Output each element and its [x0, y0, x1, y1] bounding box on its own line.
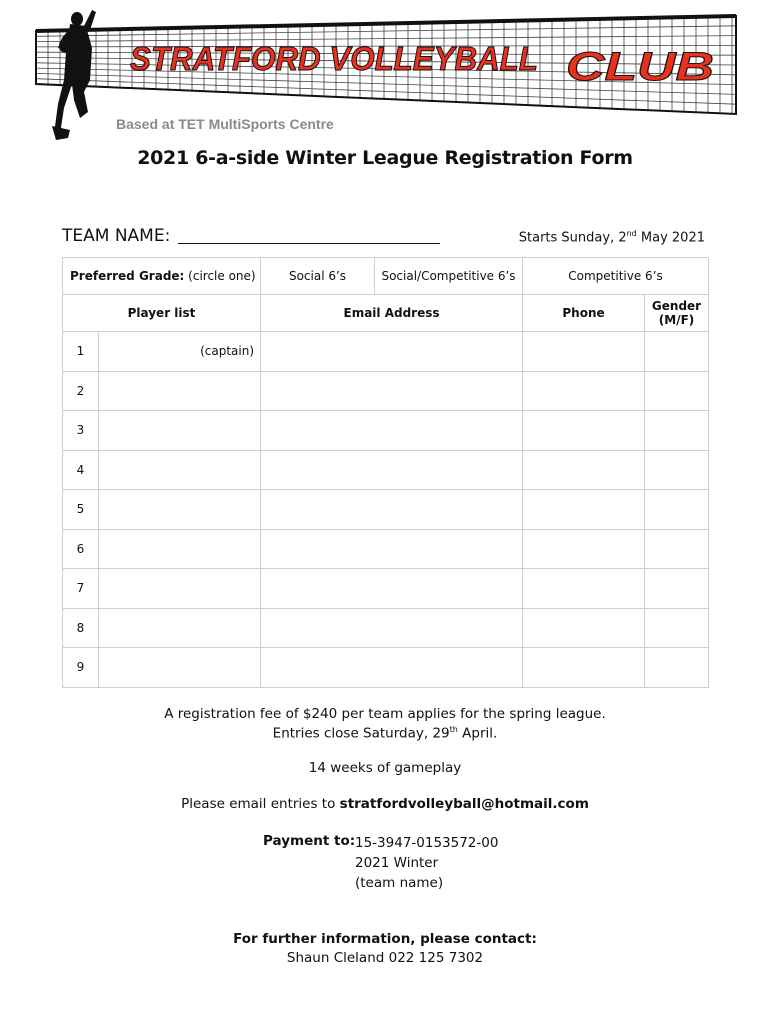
player-number: 5 [63, 490, 99, 530]
gender-cell[interactable] [645, 332, 709, 372]
entries-close-text: Entries close Saturday, 29th April. [272, 725, 498, 742]
email-cell[interactable] [261, 450, 523, 490]
form-title: 2021 6-a-side Winter League Registration Form [137, 147, 633, 169]
table-header-row [63, 295, 709, 332]
contact-label: For further information, please contact: [233, 931, 537, 947]
phone-cell[interactable] [523, 490, 645, 530]
payment-label: Payment to: [263, 833, 356, 849]
phone-cell[interactable] [523, 648, 645, 688]
player-name-cell[interactable] [99, 371, 261, 411]
contact-person: Shaun Cleland 022 125 7302 [286, 950, 484, 966]
preferred-grade-label: Preferred Grade: (circle one) [63, 258, 261, 295]
email-cell[interactable] [261, 490, 523, 530]
table-row [63, 529, 709, 569]
phone-cell[interactable] [523, 569, 645, 609]
team-name-label: TEAM NAME: [62, 226, 171, 246]
grade-option-social-competitive[interactable]: Social/Competitive 6’s [375, 258, 523, 295]
gender-cell[interactable] [645, 648, 709, 688]
table-row [63, 569, 709, 609]
table-row [63, 608, 709, 648]
gender-cell[interactable] [645, 608, 709, 648]
club-name-line2: CLUB [566, 45, 714, 89]
phone-cell[interactable] [523, 332, 645, 372]
gender-cell[interactable] [645, 529, 709, 569]
player-number: 4 [63, 450, 99, 490]
player-name-cell[interactable] [99, 529, 261, 569]
player-number: 1 [63, 332, 99, 372]
phone-cell[interactable] [523, 411, 645, 451]
team-name-field[interactable] [178, 243, 440, 244]
gender-cell[interactable] [645, 371, 709, 411]
table-row [63, 411, 709, 451]
gender-cell[interactable] [645, 411, 709, 451]
registration-table [62, 257, 709, 688]
player-name-cell[interactable] [99, 569, 261, 609]
gender-cell[interactable] [645, 490, 709, 530]
player-number: 3 [63, 411, 99, 451]
payment-reference-1: 2021 Winter [355, 855, 439, 871]
table-row [63, 332, 709, 372]
table-row [63, 371, 709, 411]
phone-cell[interactable] [523, 371, 645, 411]
preferred-grade-row [63, 258, 709, 295]
email-cell[interactable] [261, 332, 523, 372]
club-name-line1: STRATFORD VOLLEYBALL [130, 40, 538, 77]
player-name-cell[interactable] [99, 450, 261, 490]
phone-cell[interactable] [523, 450, 645, 490]
email-entries-text: Please email entries to stratfordvolleyball@hotmail.com [181, 796, 589, 812]
gender-cell[interactable] [645, 450, 709, 490]
gender-cell[interactable] [645, 569, 709, 609]
player-name-cell[interactable] [99, 608, 261, 648]
email-cell[interactable] [261, 411, 523, 451]
weeks-text: 14 weeks of gameplay [308, 760, 462, 776]
grade-option-competitive[interactable]: Competitive 6’s [523, 258, 709, 295]
player-number: 9 [63, 648, 99, 688]
email-cell[interactable] [261, 529, 523, 569]
club-logo-header [0, 0, 770, 150]
start-date: Starts Sunday, 2nd May 2021 [518, 229, 705, 246]
player-number: 2 [63, 371, 99, 411]
team-name-row [62, 226, 707, 248]
email-cell[interactable] [261, 608, 523, 648]
player-name-cell[interactable]: (captain) [99, 332, 261, 372]
table-row [63, 490, 709, 530]
email-header: Email Address [261, 295, 523, 332]
grade-option-social[interactable]: Social 6’s [261, 258, 375, 295]
player-name-cell[interactable] [99, 411, 261, 451]
payment-account: 15-3947-0153572-00 [355, 835, 499, 851]
payment-reference-2: (team name) [355, 875, 444, 891]
player-number: 6 [63, 529, 99, 569]
phone-cell[interactable] [523, 529, 645, 569]
phone-cell[interactable] [523, 608, 645, 648]
table-row [63, 450, 709, 490]
table-row [63, 648, 709, 688]
phone-header: Phone [523, 295, 645, 332]
player-number: 8 [63, 608, 99, 648]
player-list-header: Player list [63, 295, 261, 332]
gender-header: Gender (M/F) [645, 295, 709, 332]
player-name-cell[interactable] [99, 648, 261, 688]
email-cell[interactable] [261, 371, 523, 411]
email-cell[interactable] [261, 648, 523, 688]
fee-text: A registration fee of $240 per team applies for the spring league. [164, 706, 606, 722]
based-at-text: Based at TET MultiSports Centre [116, 116, 334, 132]
email-link[interactable]: stratfordvolleyball@hotmail.com [339, 796, 589, 812]
email-cell[interactable] [261, 569, 523, 609]
player-number: 7 [63, 569, 99, 609]
player-name-cell[interactable] [99, 490, 261, 530]
